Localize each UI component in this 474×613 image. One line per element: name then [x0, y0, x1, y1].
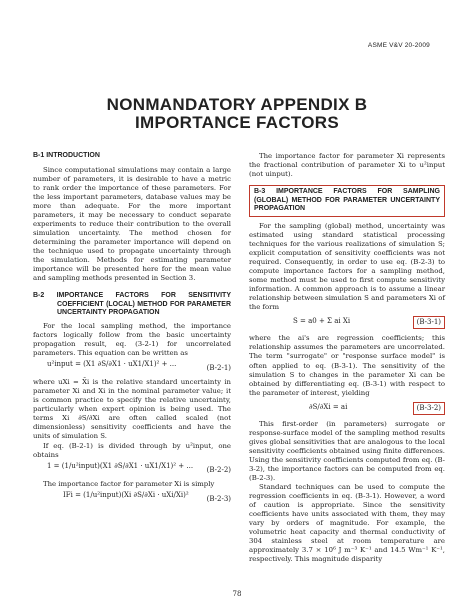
equation-b-3-2-number: (B-3-2) — [413, 402, 445, 415]
left-column — [33, 152, 231, 509]
first-order-paragraph: This first-order (in parameters) surrogate or response-surface model of the sampling method results gives global sensitivities that are analogous to the local sensitivity coefficients obtained using finite differences. Using the sensitivity coefficients computed from eq. (B-3-2), the importance factors can be computed from eq. (B-2-3). — [249, 419, 445, 482]
equation-b-3-2-body: ∂S/∂Xi = ai — [309, 402, 348, 411]
equation-b-3-1 — [249, 312, 445, 334]
equation-b-2-2-number: (B-2-2) — [206, 465, 231, 474]
section-b1-heading: B-1 INTRODUCTION — [33, 152, 100, 159]
b2-paragraph: For the local sampling method, the importance factors logically follow from the basic uncertainty propagation result, eq. (3-2-1) for uncorrelated parameters. This equation can be written as — [33, 321, 231, 358]
b1-paragraph: Since computational simulations may contain a large number of parameters, it is desirable to have a metric to rank order the importance of these parameters. For the less important parameters, database values may be more than adequate. For the more important parameters, it may be necessary to conduct separate experiments to reduce their contribution to the overall simulation uncertainty. The method chosen for determining the parameter importance will depend on the technique used to propagate uncertainty through the simulation. Methods for estimating parameter importance will be presented here for the mean value and sampling methods presented in Section 3. — [33, 165, 231, 283]
equation-b-2-2 — [33, 460, 231, 480]
equation-b-2-2-body: 1 = (1/u²input)(X1 ∂S/∂X1 · uX1/X1)² + ... — [47, 461, 194, 470]
appendix-title: NONMANDATORY APPENDIX B — [106, 95, 368, 114]
if-paragraph: If eq. (B-2-1) is divided through by u²input, one obtains — [33, 441, 231, 459]
appendix-subtitle: IMPORTANCE FACTORS — [134, 113, 340, 132]
importance-paragraph: The importance factor for parameter Xi is simply — [43, 479, 215, 488]
equation-b-2-3-number: (B-2-3) — [206, 494, 231, 503]
equation-b-2-1-number: (B-2-1) — [206, 364, 231, 373]
equation-b-3-1-body: S = a0 + Σ ai Xi — [293, 317, 351, 326]
running-header: ASME V&V 20-2009 — [367, 42, 430, 49]
section-b3-heading: B-3 IMPORTANCE FACTORS FOR SAMPLING (GLOBAL) METHOD FOR PARAMETER UNCERTAINTY PROPAGATION — [249, 185, 445, 217]
b3-paragraph: For the sampling (global) method, uncertainty was estimated using standard statistical processing techniques for the various realizations of simulation S; explicit computation of sensitivity coefficients was not required. Consequently, in order to use eq. (B-2-3) to compute importance factors for a sampling method, some method must be used to first compute sensitivity information. A common approach is to assume a linear relationship between simulation S and parameters Xi of the form — [249, 221, 445, 312]
regression-paragraph: where the ai's are regression coefficients; this relationship assumes the parameters are uncorrelated. The term "surrogate" or "response surface model" is often applied to eq. (B-3-1). The sensitivity of the simulation S to changes in the parameter Xi can be obtained by differentiating eq. (B-3-1) with respect to the parameter of interest, yielding — [249, 334, 445, 397]
equation-b-3-1-number: (B-3-1) — [413, 316, 445, 329]
where-paragraph: where uXi = X̄i is the relative standard uncertainty in parameter Xi and Xi in the nominal parameter value; it is common practice to specify the relative uncertainty, particularly when expert opinion is being used. The terms Xi ∂S/∂Xi are often called scaled (not dimensionless) sensitivity coefficients and have the units of simulation S. — [33, 378, 231, 441]
equation-b-2-3 — [33, 489, 231, 509]
equation-b-3-2 — [249, 398, 445, 420]
equation-b-2-3-body: IFi = (1/u²input)(Xi ∂S/∂Xi · uXi/Xi)² — [63, 490, 189, 499]
importance-factor-paragraph: The importance factor for parameter Xi represents the fractional contribution of parameter Xi to u²input (not uinput). — [249, 152, 445, 179]
equation-b-2-1 — [33, 358, 231, 378]
section-b2-heading: B-2 IMPORTANCE FACTORS FOR SENSITIVITY COEFFICIENT (LOCAL) METHOD FOR PARAMETER UNCERTAINTY PROPAGATION — [33, 292, 231, 317]
equation-b-2-1-body: u²input = (X1 ∂S/∂X1 · uX1/X1)² + ... — [47, 360, 177, 369]
page-number: 78 — [232, 590, 242, 598]
right-column — [249, 152, 445, 564]
standard-techniques-paragraph: Standard techniques can be used to compute the regression coefficients in eq. (B-3-1). However, a word of caution is appropriate. Since the sensitivity coefficients have units associated with them, they may vary by orders of magnitude. For example, the volumetric heat capacity and thermal conductivity of 304 stainless steel at room temperature are approximately 3.7 × 10⁶ J m⁻³ K⁻¹ and 14.5 Wm⁻¹ K⁻¹, respectively. This magnitude disparity — [249, 483, 445, 564]
